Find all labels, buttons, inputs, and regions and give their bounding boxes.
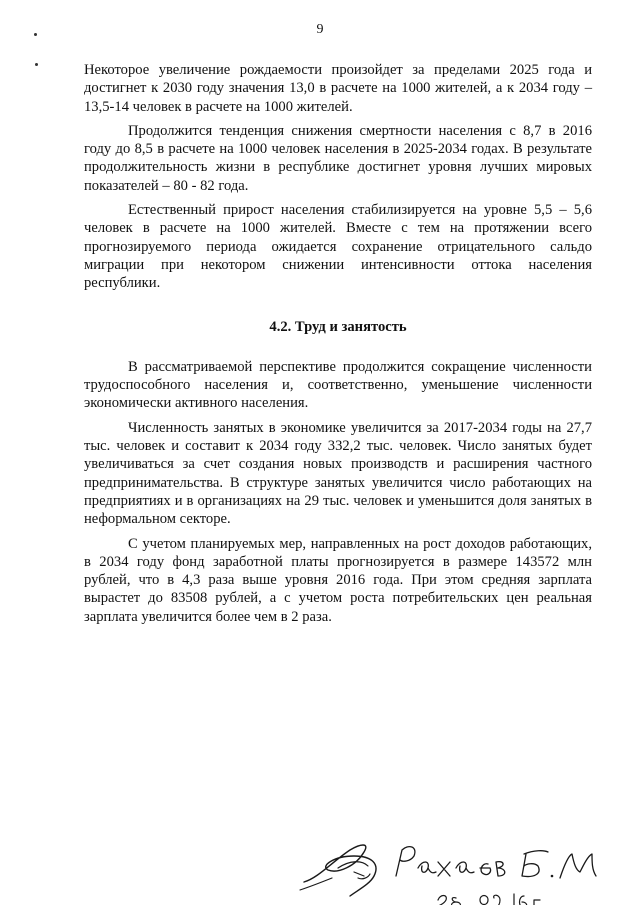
paragraph-wages: С учетом планируемых мер, направленных на рост доходов работающих, в 2034 году фонд заработной платы прогнозируется в размере 143572 млн рублей, что в 4,3 раза выше уровня 2016 года. При этом средняя зарплата вырастет до 83508 рублей, а с учетом роста потребительских цен реальная зарплата увеличится более чем в 2 раза. (84, 535, 592, 625)
document-body (84, 61, 592, 626)
paragraph-natural-growth: Естественный прирост населения стабилизируется на уровне 5,5 – 5,6 человек в расчете на 1000 жителей. Вместе с тем на протяжении всего прогнозируемого периода ожидается сохранение отрицательного сальдо миграции при некотором снижении интенсивности оттока населения республики. (84, 202, 592, 292)
paragraph-working-age: В рассматриваемой перспективе продолжится сокращение численности трудоспособного населения и, соответственно, уменьшение численности экономически активного населения. (84, 358, 592, 412)
paragraph-birth-rate: Некоторое увеличение рождаемости произойдет за пределами 2025 года и достигнет к 2030 году значения 13,0 в расчете на 1000 жителей, а к 2034 году – 13,5-14 человек в расчете на 1000 жителей. (84, 62, 592, 115)
paragraph-mortality: Продолжится тенденция снижения смертности населения с 8,7 в 2016 году до 8,5 в расчете на 1000 человек населения в 2025-2034 годах. В результате продолжительность жизни в республике достигнет уровня лучших мировых показателей – 80 - 82 года. (84, 122, 592, 194)
paragraph-employment: Численность занятых в экономике увеличится за 2017-2034 годы на 27,7 тыс. человек и составит к 2034 году 332,2 тыс. человек. Число занятых будет увеличиваться за счет создания новых производств и расширения частного предпринимательства. В структуре занятых увеличится число работающих на предприятиях и в организациях на 29 тыс. человек и уменьшится доля занятых в неформальном секторе. (84, 419, 592, 528)
margin-mark (34, 33, 37, 36)
section-heading: 4.2. Труд и занятость (269, 318, 407, 335)
margin-mark (35, 63, 38, 66)
handwritten-signature (298, 820, 608, 905)
page-number: 9 (316, 22, 324, 37)
